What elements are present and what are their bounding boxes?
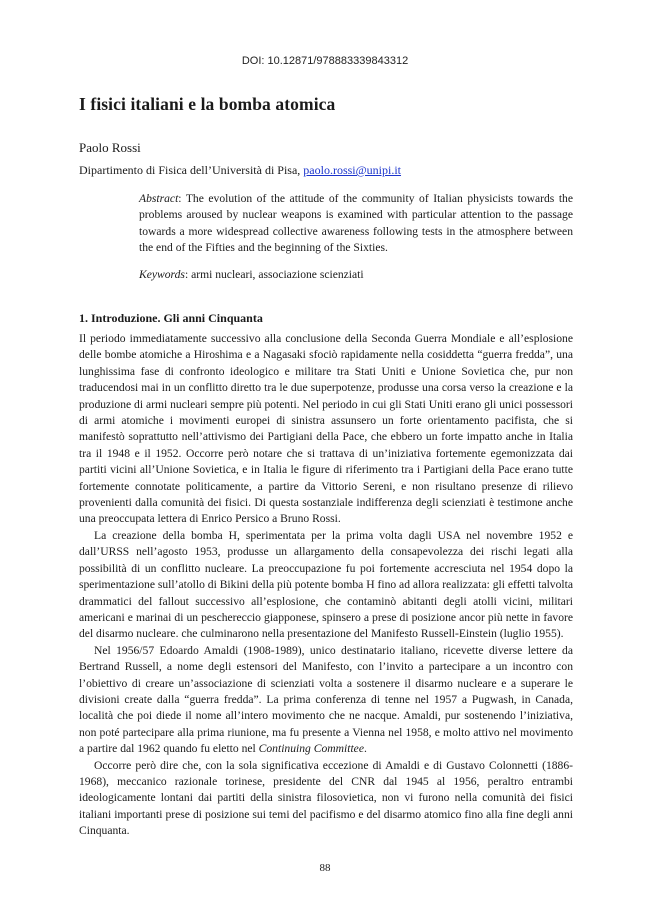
abstract-text: : The evolution of the attitude of the community of Italian physicists towards the problems aroused by nuclear weapons is examined with particular attention to the passage towards a more widespread collective awareness following tests in the atmosphere between the end of the Fifties and the beginning of the Sixties. — [139, 192, 573, 255]
abstract — [139, 191, 573, 257]
continuing-committee-term: Continuing Committee — [258, 742, 364, 756]
paper-title: I fisici italiani e la bomba atomica — [79, 94, 336, 114]
keywords-text: : armi nucleari, associazione scienziati — [184, 268, 364, 281]
paragraph-3-text: Nel 1956/57 Edoardo Amaldi (1908-1989), unico destinatario italiano, ricevette diverse lettere da Bertrand Russell, a nome degli estensori del Manifesto, con l’invito a partecipare a un incontro con l’obiettivo di creare un’associazione di scienziati volta a sostenere il disarmo nucleare e a superare le divisioni create dalla “guerra fredda”. La prima conferenza di tenne nel 1957 a Pugwash, in Canada, località che poi diede il nome all’intero movimento che ne nacque. Amaldi, pur sostenendo l’iniziativa, non poté partecipare alla prima riunione, ma fu presente a Vienna nel 1958, e molto attivo nel movimento a partire dal 1962 quando fu eletto nel — [79, 643, 573, 756]
paragraph-2: La creazione della bomba H, sperimentata per la prima volta dagli USA nel novembre 1952 e dall’URSS nell’agosto 1953, produsse un allargamento della consapevolezza dei rischi legati alla possibilità di un conflitto nucleare. La preoccupazione fu poi fortemente accresciuta nel 1954 dopo la sperimentazione sull’atollo di Bikini della più potente bomba H fino ad allora realizzata: gli effetti talvolta drammatici del fallout successivo all’esplosione, che contaminò abitanti degli atolli vicini, militari americani e marinai di un peschereccio giapponese, spinsero a prese di posizione ancor più nette in favore del disarmo nucleare. che culminarono nella presentazione del Manifesto Russell-Einstein (luglio 1955). — [79, 528, 573, 641]
paragraph-3-end: . — [363, 742, 367, 756]
keywords — [139, 268, 364, 281]
author-email-link[interactable]: paolo.rossi@unipi.it — [303, 163, 402, 177]
author-affiliation — [79, 163, 401, 178]
keywords-label: Keywords — [139, 268, 185, 281]
abstract-label: Abstract — [139, 192, 179, 205]
paragraph-3 — [79, 643, 573, 758]
paragraph-1: Il periodo immediatamente successivo alla conclusione della Seconda Guerra Mondiale e all’esplosione delle bombe atomiche a Hiroshima e a Nagasaki sfociò rapidamente nella cosiddetta “guerra fredda”, una lunghissima fase di confronto ideologico e militare tra Stati Uniti e Unione Sovietica che, pur non traducendosi mai in un conflitto diretto tra le due superpotenze, produsse una corsa verso la creazione e la produzione di armi nucleari sempre più potenti. Nel periodo in cui gli Stati Uniti erano gli unici possessori di armi atomiche i movimenti europei di sinistra assunsero un forte orientamento pacifista, che si manifestò soprattutto nell’attivismo dei Partigiani della Pace, che ebbero un forte impatto anche in Italia tra il 1948 e il 1952. Occorre però notare che si trattava di un’iniziativa fortemente egemonizzata dai partiti vicini all’Unione Sovietica, e in Italia le figure di riferimento tra i Partigiani della Pace erano tutte fortemente connotate politicamente, a partire da Vittorio Sereni, e non risultano presenze di rilievo provenienti dalla comunità dei fisici. Di questa sostanziale indifferenza degli scienziati è testimone anche una preoccupata lettera di Enrico Persico a Bruno Rossi. — [79, 332, 573, 526]
affiliation-text: Dipartimento di Fisica dell’Università di Pisa, — [79, 163, 304, 177]
page-number: 88 — [319, 862, 331, 874]
paragraph-4: Occorre però dire che, con la sola significativa eccezione di Amaldi e di Gustavo Colonnetti (1886-1968), meccanico razionale torinese, presidente del CNR dal 1945 al 1956, peraltro entrambi ideologicamente lontani dai partiti della sinistra filosovietica, non vi furono nella comunità dei fisici italiani importanti prese di posizione sui temi del pacifismo e del disarmo atomico fino alla fine degli anni Cinquanta. — [79, 758, 573, 838]
section-body — [79, 331, 573, 840]
author-name: Paolo Rossi — [79, 140, 141, 155]
section-heading: 1. Introduzione. Gli anni Cinquanta — [79, 311, 263, 325]
doi-line: DOI: 10.12871/978883339843312 — [241, 55, 409, 67]
